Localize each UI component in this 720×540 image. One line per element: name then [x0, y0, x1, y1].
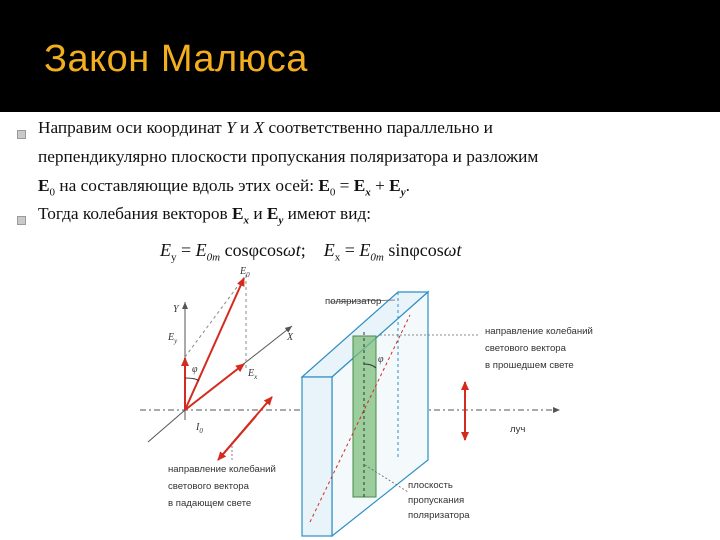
angle-arc [185, 378, 199, 381]
text-run: x [243, 214, 250, 227]
formula-e0m-sub: 0m [206, 251, 221, 264]
text-run: E [318, 176, 330, 195]
text-run: и [249, 204, 267, 223]
text-run: X [253, 118, 265, 137]
label-polarizer: поляризатор [325, 296, 382, 307]
title-bar [0, 0, 720, 112]
label-plane-2: пропускания [408, 495, 465, 506]
axis-x-back [148, 410, 185, 442]
text-run: Y [226, 118, 236, 137]
text-run: E [38, 176, 50, 195]
text-run: y [400, 186, 406, 199]
formula-e0m: E [195, 240, 207, 260]
text-run: E [389, 176, 401, 195]
bullet-marker [17, 216, 26, 225]
label-plane-3: поляризатора [408, 510, 470, 521]
text-run: E [231, 204, 244, 223]
incident-direction-back [218, 416, 256, 460]
text-run: = [335, 176, 354, 195]
label-axis-y: Y [173, 304, 179, 315]
oscillation-formula: $E_y = E_{0m}$ cosφcosωt; $E_x = E_{0m}$ sinφcosωt [160, 240, 462, 264]
slide-title: Закон Малюса [44, 38, 308, 80]
text-run: Направим оси координат [38, 118, 227, 137]
text-run: y [278, 214, 284, 227]
text-run: . [405, 176, 410, 195]
text-run: и [235, 118, 254, 137]
text-run: имеют вид: [283, 204, 372, 223]
projection-dashed [185, 275, 246, 357]
label-transmitted-1: направление колебаний [485, 326, 593, 337]
formula-sep: ; [300, 240, 306, 260]
label-transmitted-3: в прошедшем свете [485, 360, 574, 371]
label-transmitted-2: светового вектора [485, 343, 566, 354]
bullet-text-line [38, 199, 371, 235]
bullet-text-line [38, 113, 493, 142]
text-run: x [365, 186, 371, 199]
label-e0: $E_0$ [240, 266, 250, 279]
formula-ex: E [323, 240, 335, 260]
label-ey: $E_y$ [168, 332, 178, 345]
formula-e0m-sub-2: 0m [370, 251, 384, 264]
bullet-marker [17, 130, 26, 139]
label-ex: $E_x$ [248, 368, 258, 381]
label-incident-1: направление колебаний [168, 464, 276, 475]
label-beam: луч [510, 424, 526, 435]
text-run: Тогда колебания векторов [38, 204, 232, 223]
text-run: + [370, 176, 390, 195]
formula-e0m-2: E [359, 240, 371, 260]
text-run: перпендикулярно плоскости пропускания поляризатора и разложим [38, 147, 539, 166]
vector-e0 [185, 278, 244, 410]
formula-ey: E [160, 240, 171, 260]
label-axis-x: X [287, 332, 294, 343]
label-plane-1: плоскость [408, 480, 453, 491]
text-run: соответственно параллельно и [264, 118, 493, 137]
label-incident-2: светового вектора [168, 481, 249, 492]
malus-diagram [0, 260, 720, 540]
label-intensity: $I_0$ [196, 422, 203, 435]
formula-ex-sub: x [334, 251, 341, 264]
formula-trig-right: sinφcos [388, 240, 444, 260]
formula-trig-left: cosφcos [224, 240, 283, 260]
text-run: E [266, 204, 279, 223]
bullet-text-line [38, 142, 538, 171]
text-run: 0 [329, 186, 336, 199]
polarizer-front [302, 377, 332, 536]
formula-arg-left: ωt [283, 240, 301, 260]
text-run: 0 [49, 186, 56, 199]
text-run: E [353, 176, 366, 195]
text-run: на составляющие вдоль этих осей: [55, 176, 319, 195]
formula-ey-sub: y [171, 251, 177, 264]
label-incident-3: в падающем свете [168, 498, 252, 509]
label-angle-right: φ [378, 354, 384, 365]
formula-arg-right: ωt [443, 240, 462, 260]
label-angle: φ [192, 364, 198, 375]
